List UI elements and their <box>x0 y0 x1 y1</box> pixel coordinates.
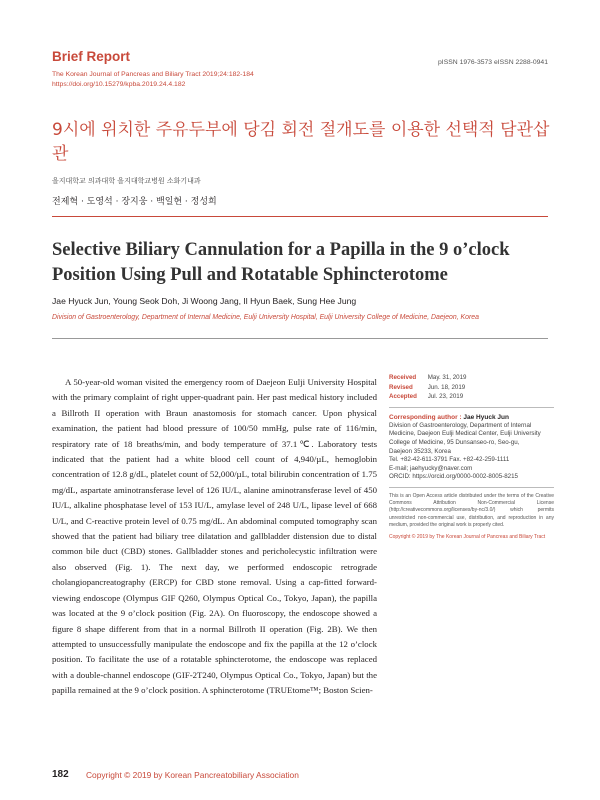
title-divider <box>52 216 548 217</box>
body-paragraph: A 50-year-old woman visited the emergency room of Daejeon Eulji University Hospital with the primary complaint of right upper-quadrant pain. Her past medical history included a Billroth II operation with Braun anastomosis for stomach cancer. Upon physical examination, the patient had blood pressure of 100/50 mmHg, pulse rate of 116/min, respiratory rate of 18 breaths/min, and body temperature of 37.1℃. Laboratory tests indicated that the patient had a white blood cell count of 4,940/µL, hemoglobin concentration of 12.8 g/dL, platelet count of 52,000/µL, total bilirubin concentration of 1.75 mg/dL, aspartate aminotransferase level of 126 IU/L, alanine aminotransferase level of 450 IU/L, alkaline phosphatase level of 153 IU/L, amylase level of 248 U/L, lipase level of 668 U/L, and C-reactive protein level of 0.75 mg/dL. An abdominal computed tomography scan showed that the patient had biliary tree dilatation and gallbladder distension due to distal common bile duct (CBD) stones. Gallbladder stones and pericholecystic infiltration were also observed (Fig. 1). The next day, we performed endoscopic retrograde cholangiopancreatography (ERCP) for CBD stone removal. Using a cap-fitted forward-viewing endoscope (Olympus GIF Q260, Olympus Optical Co., Tokyo, Japan), the papilla was located at the 9 o’clock position (Fig. 2A). On fluoroscopy, the endoscope showed a figure 8 shape different from that in a normal Billroth II operation (Fig. 2B). We then attempted to unsuccessfully manipulate the endoscope and fix the papilla at the 12 o’clock position. To facilitate the use of a rotatable sphincterotome, the endoscope was replaced with a double-channel endoscope (GIF-2T240, Olympus Optical Co., Tokyo, Japan) but the papilla remained at the 9 o’clock position. A sphincterotome (TRUEtome™; Boston Scien- <box>52 377 377 696</box>
header-divider <box>52 338 548 339</box>
received-row <box>389 373 554 383</box>
journal-citation: The Korean Journal of Pancreas and Biliary Tract 2019;24:182-184 <box>52 71 254 78</box>
received-date: May. 31, 2019 <box>427 374 467 381</box>
korean-authors: 전제혁 · 도영석 · 장지웅 · 백일현 · 정성희 <box>52 197 217 207</box>
corr-orcid[interactable]: ORCID: https://orcid.org/0000-0002-8005-8215 <box>389 473 518 481</box>
open-access-notice: This is an Open Access article distributed under the terms of the Creative Commons Attribution Non-Commercial License (http://creativecommons.org/licenses/by-nc/3.0/) which permits unrestricted non-commercial use, distribution, and reproduction in any medium, provided the original work is properly cited. <box>389 492 554 528</box>
accepted-date: Jul. 23, 2019 <box>427 393 464 401</box>
footer-copyright: Copyright © 2019 by Korean Pancreatobiliary Association <box>86 770 299 780</box>
issn-text: pISSN 1976-3573 eISSN 2288-0941 <box>438 59 548 66</box>
corr-phone-fax: Tel. +82-42-611-3791 Fax. +82-42-259-1111 <box>389 456 510 464</box>
corr-email[interactable]: E-mail; jaehyucky@naver.com <box>389 464 473 472</box>
sidebar-divider <box>389 407 554 408</box>
accepted-row <box>389 392 554 402</box>
corr-address-line: College of Medicine, 95 Dunsanseo-ro, Seo-gu, <box>389 438 520 446</box>
page-number: 182 <box>52 769 69 780</box>
article-type-label: Brief Report <box>52 49 131 64</box>
corresponding-label: Corresponding author : <box>389 413 462 421</box>
revised-label: Revised <box>389 383 413 391</box>
corr-address-line: Division of Gastroenterology, Department of Internal <box>389 421 532 429</box>
korean-affiliation: 을지대학교 의과대학 을지대학교병원 소화기내과 <box>52 177 201 185</box>
article-body <box>52 375 377 699</box>
article-info-sidebar <box>389 373 554 541</box>
corresponding-author-heading <box>389 413 554 422</box>
accepted-label: Accepted <box>389 393 417 401</box>
sidebar-copyright: Copyright © 2019 by The Korean Journal of Pancreas and Biliary Tract <box>389 533 546 540</box>
revised-date: Jun. 18, 2019 <box>427 383 466 391</box>
english-title: Selective Biliary Cannulation for a Papilla in the 9 o’clock Position Using Pull and Rotatable Sphincterotome <box>52 240 510 285</box>
revised-row <box>389 383 554 393</box>
corr-address-line: Medicine, Daejeon Eulji Medical Center, Eulji University <box>389 430 541 438</box>
korean-title: 9시에 위치한 주유두부에 당김 회전 절개도를 이용한 선택적 담관삽관 <box>52 120 550 164</box>
english-authors: Jae Hyuck Jun, Young Seok Doh, Ji Woong Jang, Il Hyun Baek, Sung Hee Jung <box>52 296 357 306</box>
english-affiliation: Division of Gastroenterology, Department of Internal Medicine, Eulji University Hospital, Eulji University College of Medicine, Daejeon, Korea <box>52 314 479 321</box>
received-label: Received <box>389 374 417 381</box>
corr-address-line: Daejeon 35233, Korea <box>389 447 451 455</box>
corresponding-name: Jae Hyuck Jun <box>463 413 509 421</box>
sidebar-divider <box>389 487 554 488</box>
doi-link[interactable]: https://doi.org/10.15279/kpba.2019.24.4.182 <box>52 81 186 88</box>
